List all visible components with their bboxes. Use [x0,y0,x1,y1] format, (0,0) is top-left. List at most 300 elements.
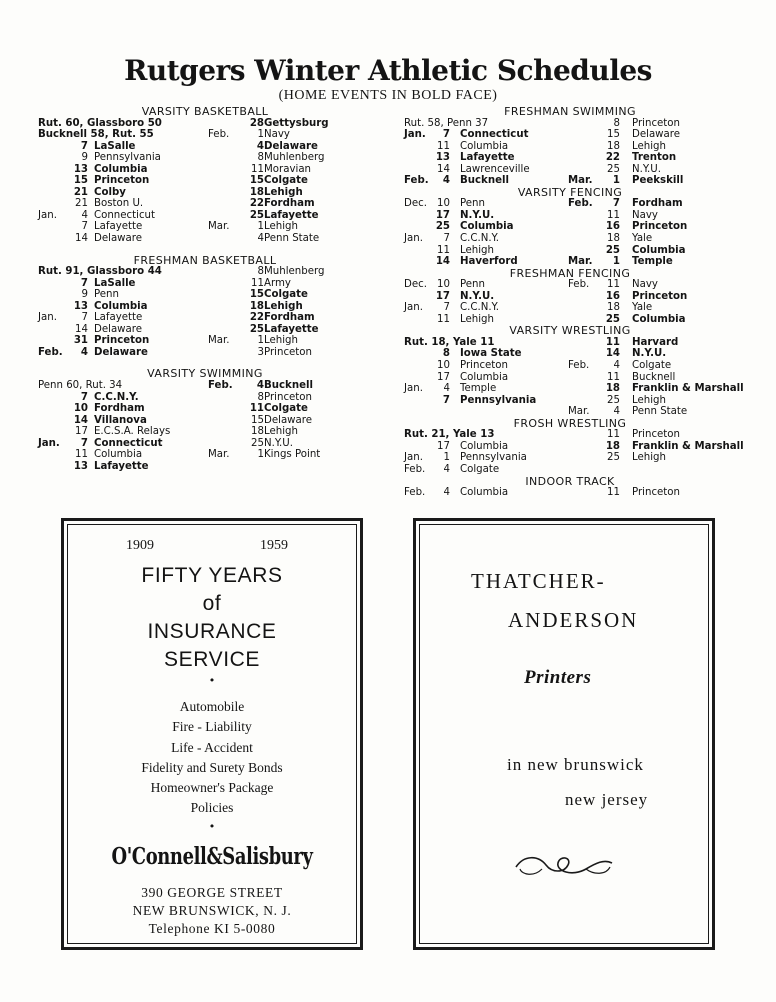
opponent-name: Colgate [264,175,308,187]
month-label: Dec. [404,279,427,291]
opponent-name: Princeton [264,346,312,358]
date-value: 7 [442,129,450,141]
date-value: 10 [437,198,450,210]
date-value: 11 [607,279,620,291]
date-value: 18 [249,186,264,198]
opponent-name: Iowa State [460,348,522,360]
opponent-name: Lehigh [632,394,666,406]
schedule-row [38,210,380,222]
date-value: 8 [613,117,620,129]
date-value: 4 [613,360,620,372]
schedule-section [38,255,380,359]
opponent-name: Lafayette [460,152,515,164]
opponent-name: Penn [94,289,119,301]
date-value: 25 [607,163,620,175]
opponent-name: Moravian [264,163,312,175]
date-value: 11 [437,244,450,256]
service-item: Homeowner's Package [150,780,274,796]
opponent-name: Delaware [632,129,680,141]
opponent-name: Navy [264,129,290,141]
opponent-name: Columbia [460,371,509,383]
opponent-name: Columbia [632,244,686,256]
date-value: 13 [73,460,88,472]
opponent-name: Bucknell [632,371,676,383]
opponent-name: N.Y.U. [632,348,667,360]
opponent-name: Lafayette [264,323,319,335]
opponent-name: Princeton [632,290,688,302]
schedule-row [404,383,744,395]
date-value: 11 [437,313,450,325]
month-label: Mar. [208,449,230,461]
schedule-row [38,152,380,164]
schedule-row [404,233,744,245]
opponent-name: Columbia [460,440,509,452]
printer-city-line1: in new brunswick [507,755,644,774]
opponent-name: Princeton [632,117,680,129]
date-value: 4 [443,463,450,475]
heading-line: INSURANCE [147,620,277,643]
opponent-name: Fordham [264,198,315,210]
date-value: 7 [612,198,620,210]
section-title: INDOOR TRACK [525,474,615,488]
month-label: Feb. [568,360,590,372]
date-value: 7 [443,302,450,314]
opponent-name: Temple [632,256,673,268]
schedule-row [404,291,744,303]
schedule-row [38,266,380,278]
date-value: 25 [607,452,620,464]
opponent-name: Columbia [632,313,686,325]
address-line: Telephone KI 5-0080 [148,921,276,936]
insurance-heading [64,562,360,674]
month-label: Feb. [404,463,426,475]
schedule-section [404,106,744,187]
month-label: Feb. [404,175,429,187]
month-label: Mar. [568,175,593,187]
schedule-row [38,403,380,415]
schedule-row [38,415,380,427]
date-value: 18 [607,302,620,314]
month-label: Jan. [38,312,57,324]
month-label: Feb. [38,346,63,358]
date-value: 9 [81,152,88,164]
opponent-name: Lafayette [94,460,149,472]
date-value: 11 [607,487,620,499]
opponent-name: Columbia [460,140,509,152]
schedule-row [404,152,744,164]
schedule-row [38,233,380,245]
opponent-name: C.C.N.Y. [94,391,139,403]
address-line: 390 GEORGE STREET [141,885,283,900]
service-item: Fire - Liability [172,719,252,735]
date-value: 14 [605,348,620,360]
schedule-row [404,429,744,441]
flourish-ornament-icon [512,851,616,881]
opponent-name: Lehigh [460,244,494,256]
opponent-name: Lehigh [264,300,303,312]
opponent-name: Lehigh [264,335,298,347]
date-value: 14 [437,163,450,175]
date-value: 25 [607,394,620,406]
opponent-name: Princeton [460,360,508,372]
schedule-row [404,256,744,268]
schedule-row [38,449,380,461]
month-label: Dec. [404,198,427,210]
opponent-name: Franklin & Marshall [632,383,744,395]
month-label: Jan. [404,302,423,314]
opponent-name: Fordham [632,198,683,210]
opponent-name: Delaware [94,233,142,245]
opponent-name: Lafayette [94,221,143,233]
agency-brand: O'Connell&Salisbury [111,843,313,870]
opponent-name: Yale [632,233,653,245]
date-value: 11 [249,403,264,415]
date-value: 15 [73,175,88,187]
schedule-row [404,129,744,141]
date-value: 25 [249,209,264,221]
opponent-name: LaSalle [94,140,136,152]
opponent-name: Princeton [94,335,150,347]
schedule-row [404,487,744,499]
opponent-name: Bucknell [460,175,509,187]
date-value: 11 [251,163,264,175]
date-value: 25 [605,313,620,325]
opponent-name: Colgate [264,403,308,415]
date-value: 7 [80,140,88,152]
date-value: 14 [73,414,88,426]
score-result: Rut. 91, Glassboro 44 [38,266,162,278]
opponent-name: Franklin & Marshall [632,440,744,452]
date-value: 1 [612,256,620,268]
opponent-name: Colgate [632,360,672,372]
section-title: FRESHMAN BASKETBALL [133,253,277,267]
score-result: Bucknell 58, Rut. 55 [38,129,154,141]
schedule-row [404,337,744,349]
date-value: 4 [613,406,620,418]
date-value: 7 [442,394,450,406]
month-label: Feb. [568,198,593,210]
date-value: 17 [437,440,450,452]
month-label: Feb. [208,380,233,392]
opponent-name: N.Y.U. [264,437,293,449]
date-value: 1 [257,221,264,233]
date-value: 17 [437,371,450,383]
schedule-row [38,380,380,392]
schedule-section [38,106,380,245]
date-value: 1 [257,335,264,347]
date-value: 17 [75,426,88,438]
date-value: 21 [75,198,88,210]
date-value: 10 [437,279,450,291]
date-value: 1 [257,449,264,461]
schedule-section [404,325,744,417]
opponent-name: Delaware [94,323,142,335]
opponent-name: Princeton [632,487,680,499]
month-label: Jan. [404,452,423,464]
opponent-name: Colgate [264,289,308,301]
schedule-row [404,279,744,291]
printer-tagline: Printers [524,667,592,688]
schedule-row [404,452,744,464]
score-result: Penn 60, Rut. 34 [38,380,123,392]
schedule-row [404,372,744,384]
date-value: 13 [435,152,450,164]
opponent-name: Princeton [94,175,150,187]
date-value: 4 [257,233,264,245]
opponent-name: Penn State [264,233,320,245]
opponent-name: Lafayette [94,312,143,324]
score-result: Rut. 58, Penn 37 [404,117,489,129]
year-start: 1909 [126,538,154,553]
opponent-name: Lehigh [460,313,494,325]
opponent-name: LaSalle [94,277,136,289]
date-value: 18 [605,440,620,452]
schedule-row [404,221,744,233]
schedule-row [404,118,744,130]
schedule-row [404,141,744,153]
schedule-row [404,348,744,360]
date-value: 10 [437,360,450,372]
page-subtitle: (HOME EVENTS IN BOLD FACE) [278,88,498,103]
opponent-name: Temple [460,383,497,395]
date-value: 28 [249,117,264,129]
schedule-row [404,198,744,210]
schedule-row [38,175,380,187]
schedule-row [404,164,744,176]
month-label: Jan. [38,209,57,221]
schedule-row [38,392,380,404]
insurance-ad [61,518,363,950]
score-result: Rut. 60, Glassboro 50 [38,117,162,129]
right-schedule-column [404,106,744,499]
opponent-name: Princeton [632,429,680,441]
date-value: 17 [435,209,450,221]
date-value: 11 [605,336,620,348]
date-value: 3 [257,346,264,358]
schedule-row [38,301,380,313]
date-value: 25 [605,244,620,256]
opponent-name: Yale [632,302,653,314]
schedule-row [404,210,744,222]
opponent-name: Princeton [632,221,688,233]
date-value: 11 [607,429,620,441]
date-value: 15 [607,129,620,141]
month-label: Jan. [404,233,423,245]
date-value: 8 [442,348,450,360]
opponent-name: Delaware [94,346,148,358]
opponent-name: Pennsylvania [460,394,537,406]
opponent-name: Lehigh [264,426,298,438]
opponent-name: N.Y.U. [460,209,495,221]
date-value: 11 [251,277,264,289]
month-label: Feb. [568,279,590,291]
opponent-name: Harvard [632,336,679,348]
left-schedule-column [38,106,380,472]
date-value: 18 [251,426,264,438]
date-value: 4 [81,209,88,221]
opponent-name: Fordham [264,312,315,324]
section-title: FROSH WRESTLING [513,416,627,430]
date-value: 14 [75,233,88,245]
schedule-section [404,476,744,499]
date-value: 21 [73,186,88,198]
date-value: 17 [435,290,450,302]
opponent-name: Navy [632,209,658,221]
opponent-name: Lehigh [264,221,298,233]
date-value: 7 [80,437,88,449]
schedule-row [38,129,380,141]
month-label: Feb. [404,487,426,499]
opponent-name: Connecticut [94,209,156,221]
year-end: 1959 [260,538,288,553]
opponent-name: Villanova [94,414,147,426]
opponent-name: C.C.N.Y. [460,233,499,245]
schedule-section [404,268,744,326]
opponent-name: Peekskill [632,175,684,187]
heading-line: SERVICE [163,648,260,671]
opponent-name: Lafayette [264,209,319,221]
date-value: 18 [607,140,620,152]
schedule-row [38,461,380,473]
opponent-name: Penn [460,279,485,291]
opponent-name: Pennsylvania [94,152,161,164]
date-value: 4 [256,380,264,392]
opponent-name: E.C.S.A. Relays [94,426,171,438]
date-value: 9 [81,289,88,301]
date-value: 13 [73,163,88,175]
schedule-row [38,278,380,290]
schedule-row [38,335,380,347]
date-value: 7 [81,312,88,324]
opponent-name: Lehigh [264,186,303,198]
printer-city-line2: new jersey [565,790,649,809]
opponent-name: N.Y.U. [460,290,495,302]
date-value: 11 [75,449,88,461]
month-label: Mar. [208,335,230,347]
opponent-name: Fordham [94,403,145,415]
date-value: 1 [443,452,450,464]
month-label: Mar. [208,221,230,233]
opponent-name: Lehigh [632,140,666,152]
month-label: Mar. [568,406,590,418]
opponent-name: Columbia [460,221,514,233]
schedule-row [38,198,380,210]
schedule-row [404,360,744,372]
printer-name-line1: THATCHER- [471,569,606,593]
date-value: 7 [443,233,450,245]
date-value: 7 [80,277,88,289]
date-value: 15 [251,414,264,426]
date-value: 14 [435,256,450,268]
date-value: 18 [249,300,264,312]
date-value: 8 [257,391,264,403]
section-title: FRESHMAN SWIMMING [504,105,636,118]
opponent-name: Columbia [94,449,143,461]
section-title: FRESHMAN FENCING [509,266,631,280]
opponent-name: Navy [632,279,658,291]
opponent-name: Columbia [94,163,148,175]
month-label: Jan. [404,129,426,141]
date-value: 1 [612,175,620,187]
opponent-name: Colgate [460,463,500,475]
opponent-name: Princeton [264,391,312,403]
date-value: 22 [605,152,620,164]
schedule-row [404,302,744,314]
date-value: 25 [249,323,264,335]
service-item: Automobile [179,699,245,714]
date-value: 1 [257,129,264,141]
date-value: 4 [443,383,450,395]
schedule-row [38,324,380,336]
opponent-name: Columbia [460,487,509,499]
service-item: Life - Accident [171,739,253,755]
schedule-section [38,368,380,472]
date-value: 7 [81,221,88,233]
heading-line: FIFTY YEARS [141,564,283,587]
opponent-name: Penn [460,198,485,210]
date-value: 11 [607,371,620,383]
schedule-row [404,245,744,257]
date-value: 10 [73,403,88,415]
opponent-name: Haverford [460,256,518,268]
opponent-name: Penn State [632,406,688,418]
date-value: 4 [443,487,450,499]
schedule-row [38,438,380,450]
schedule-row [38,347,380,359]
opponent-name: Bucknell [264,380,313,392]
opponent-name: Delaware [264,414,312,426]
date-value: 16 [605,221,620,233]
opponent-name: Colby [94,186,126,198]
agency-address [64,884,360,938]
date-value: 4 [256,140,264,152]
month-label: Jan. [38,437,60,449]
schedule-row [404,464,744,476]
month-label: Jan. [404,383,423,395]
printer-ad [413,518,715,950]
opponent-name: N.Y.U. [632,163,661,175]
opponent-name: Delaware [264,140,318,152]
opponent-name: Boston U. [94,198,144,210]
schedule-section [404,187,744,268]
date-value: 14 [75,323,88,335]
date-value: 7 [80,391,88,403]
score-result: Rut. 18, Yale 11 [404,336,495,348]
section-title: VARSITY SWIMMING [147,367,263,381]
schedule-row [38,221,380,233]
opponent-name: C.C.N.Y. [460,302,499,314]
section-title: VARSITY FENCING [517,185,623,199]
opponent-name: Lawrenceville [460,163,530,175]
score-result: Rut. 21, Yale 13 [404,429,495,441]
opponent-name: Pennsylvania [460,452,527,464]
schedule-row [38,187,380,199]
opponent-name: Columbia [94,300,148,312]
opponent-name: Lehigh [632,452,666,464]
opponent-name: Gettysburg [264,117,329,129]
schedule-row [404,441,744,453]
opponent-name: Muhlenberg [264,266,325,278]
address-line: NEW BRUNSWICK, N. J. [132,903,292,918]
date-value: 22 [249,312,264,324]
section-title: VARSITY BASKETBALL [141,105,269,118]
date-value: 13 [73,300,88,312]
date-value: 25 [435,221,450,233]
date-value: 15 [249,289,264,301]
schedule-section [404,418,744,476]
section-title: VARSITY WRESTLING [509,324,631,338]
opponent-name: Army [264,277,291,289]
